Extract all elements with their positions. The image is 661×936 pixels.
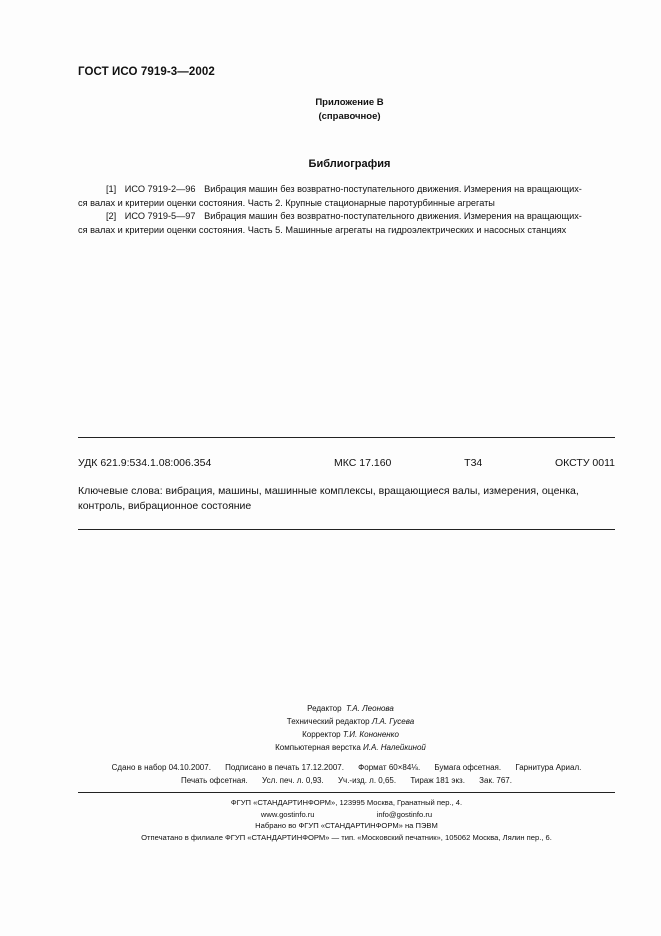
okstu-code: ОКСТУ 0011 [555, 457, 615, 469]
publisher-email: info@gostinfo.ru [376, 809, 433, 819]
bibliography-title: Библиография [308, 158, 391, 170]
credit-tech-editor: Технический редактор Л.А. Гусева [286, 717, 415, 726]
annex-label: Приложение В [315, 97, 384, 108]
reference-code: ИСО 7919-2—96 [124, 184, 196, 194]
reference-text-line2: ся валах и критерии оценки состояния. Часть 2. Крупные стационарные паротурбинные агрегаты [78, 197, 495, 208]
udk-code: УДК 621.9:534.1.08:006.354 [78, 457, 212, 469]
document-standard-id: ГОСТ ИСО 7919-3—2002 [78, 66, 215, 78]
reference-item [78, 210, 615, 237]
reference-item [78, 183, 615, 210]
corrector-name: Т.И. Кононенко [342, 730, 399, 739]
reference-number: [2] [106, 211, 117, 221]
divider-bottom [78, 792, 615, 793]
publisher-contacts [78, 809, 615, 821]
tech-editor-name: Л.А. Гусева [371, 717, 415, 726]
reference-text-line1: Вибрация машин без возвратно-поступательного движения. Измерения на вращающих- [204, 211, 582, 221]
bibliography-list [78, 183, 615, 237]
divider-top [78, 437, 615, 438]
credits-block [0, 702, 661, 754]
credit-corrector: Корректор Т.И. Кононенко [302, 730, 399, 739]
reference-text-line2: ся валах и критерии оценки состояния. Часть 5. Машинные агрегаты на гидроэлектрических и насосных станциях [78, 224, 567, 235]
reference-number: [1] [106, 184, 117, 194]
annex-type: (справочное) [318, 111, 381, 122]
print-info-line1: Сдано в набор 04.10.2007. Подписано в печать 17.12.2007. Формат 60×84⅛. Бумага офсетная. Гарнитура Ариал. [111, 763, 582, 772]
publisher-website: www.gostinfo.ru [260, 809, 315, 819]
mks-code: МКС 17.160 [334, 457, 392, 469]
publisher-printed: Отпечатано в филиале ФГУП «СТАНДАРТИНФОРМ» — тип. «Московский печатник», 105062 Москва, Лялин пер., 6. [141, 832, 552, 842]
editor-name: Т.А. Леонова [346, 704, 394, 713]
credit-editor: Редактор Т.А. Леонова [307, 704, 394, 713]
classification-codes [78, 457, 615, 469]
print-info-line2: Печать офсетная. Усл. печ. л. 0,93. Уч.-изд. л. 0,65. Тираж 181 экз. Зак. 767. [181, 776, 512, 785]
credit-layout: Компьютерная верстка И.А. Налейкиной [275, 743, 426, 752]
reference-code: ИСО 7919-5—97 [124, 211, 196, 221]
divider-middle [78, 529, 615, 530]
publisher-typeset: Набрано во ФГУП «СТАНДАРТИНФОРМ» на ПЭВМ [255, 821, 438, 830]
keywords: Ключевые слова: вибрация, машины, машинные комплексы, вращающиеся валы, измерения, оценка, контроль, вибрационное состояние [78, 485, 579, 512]
print-info [78, 761, 615, 787]
t-code: Т34 [464, 457, 483, 469]
publisher-info [78, 797, 615, 843]
annex-heading [0, 96, 661, 124]
layout-name: И.А. Налейкиной [363, 743, 426, 752]
reference-text-line1: Вибрация машин без возвратно-поступательного движения. Измерения на вращающих- [204, 184, 582, 194]
publisher-address: ФГУП «СТАНДАРТИНФОРМ», 123995 Москва, Гранатный пер., 4. [230, 798, 463, 807]
